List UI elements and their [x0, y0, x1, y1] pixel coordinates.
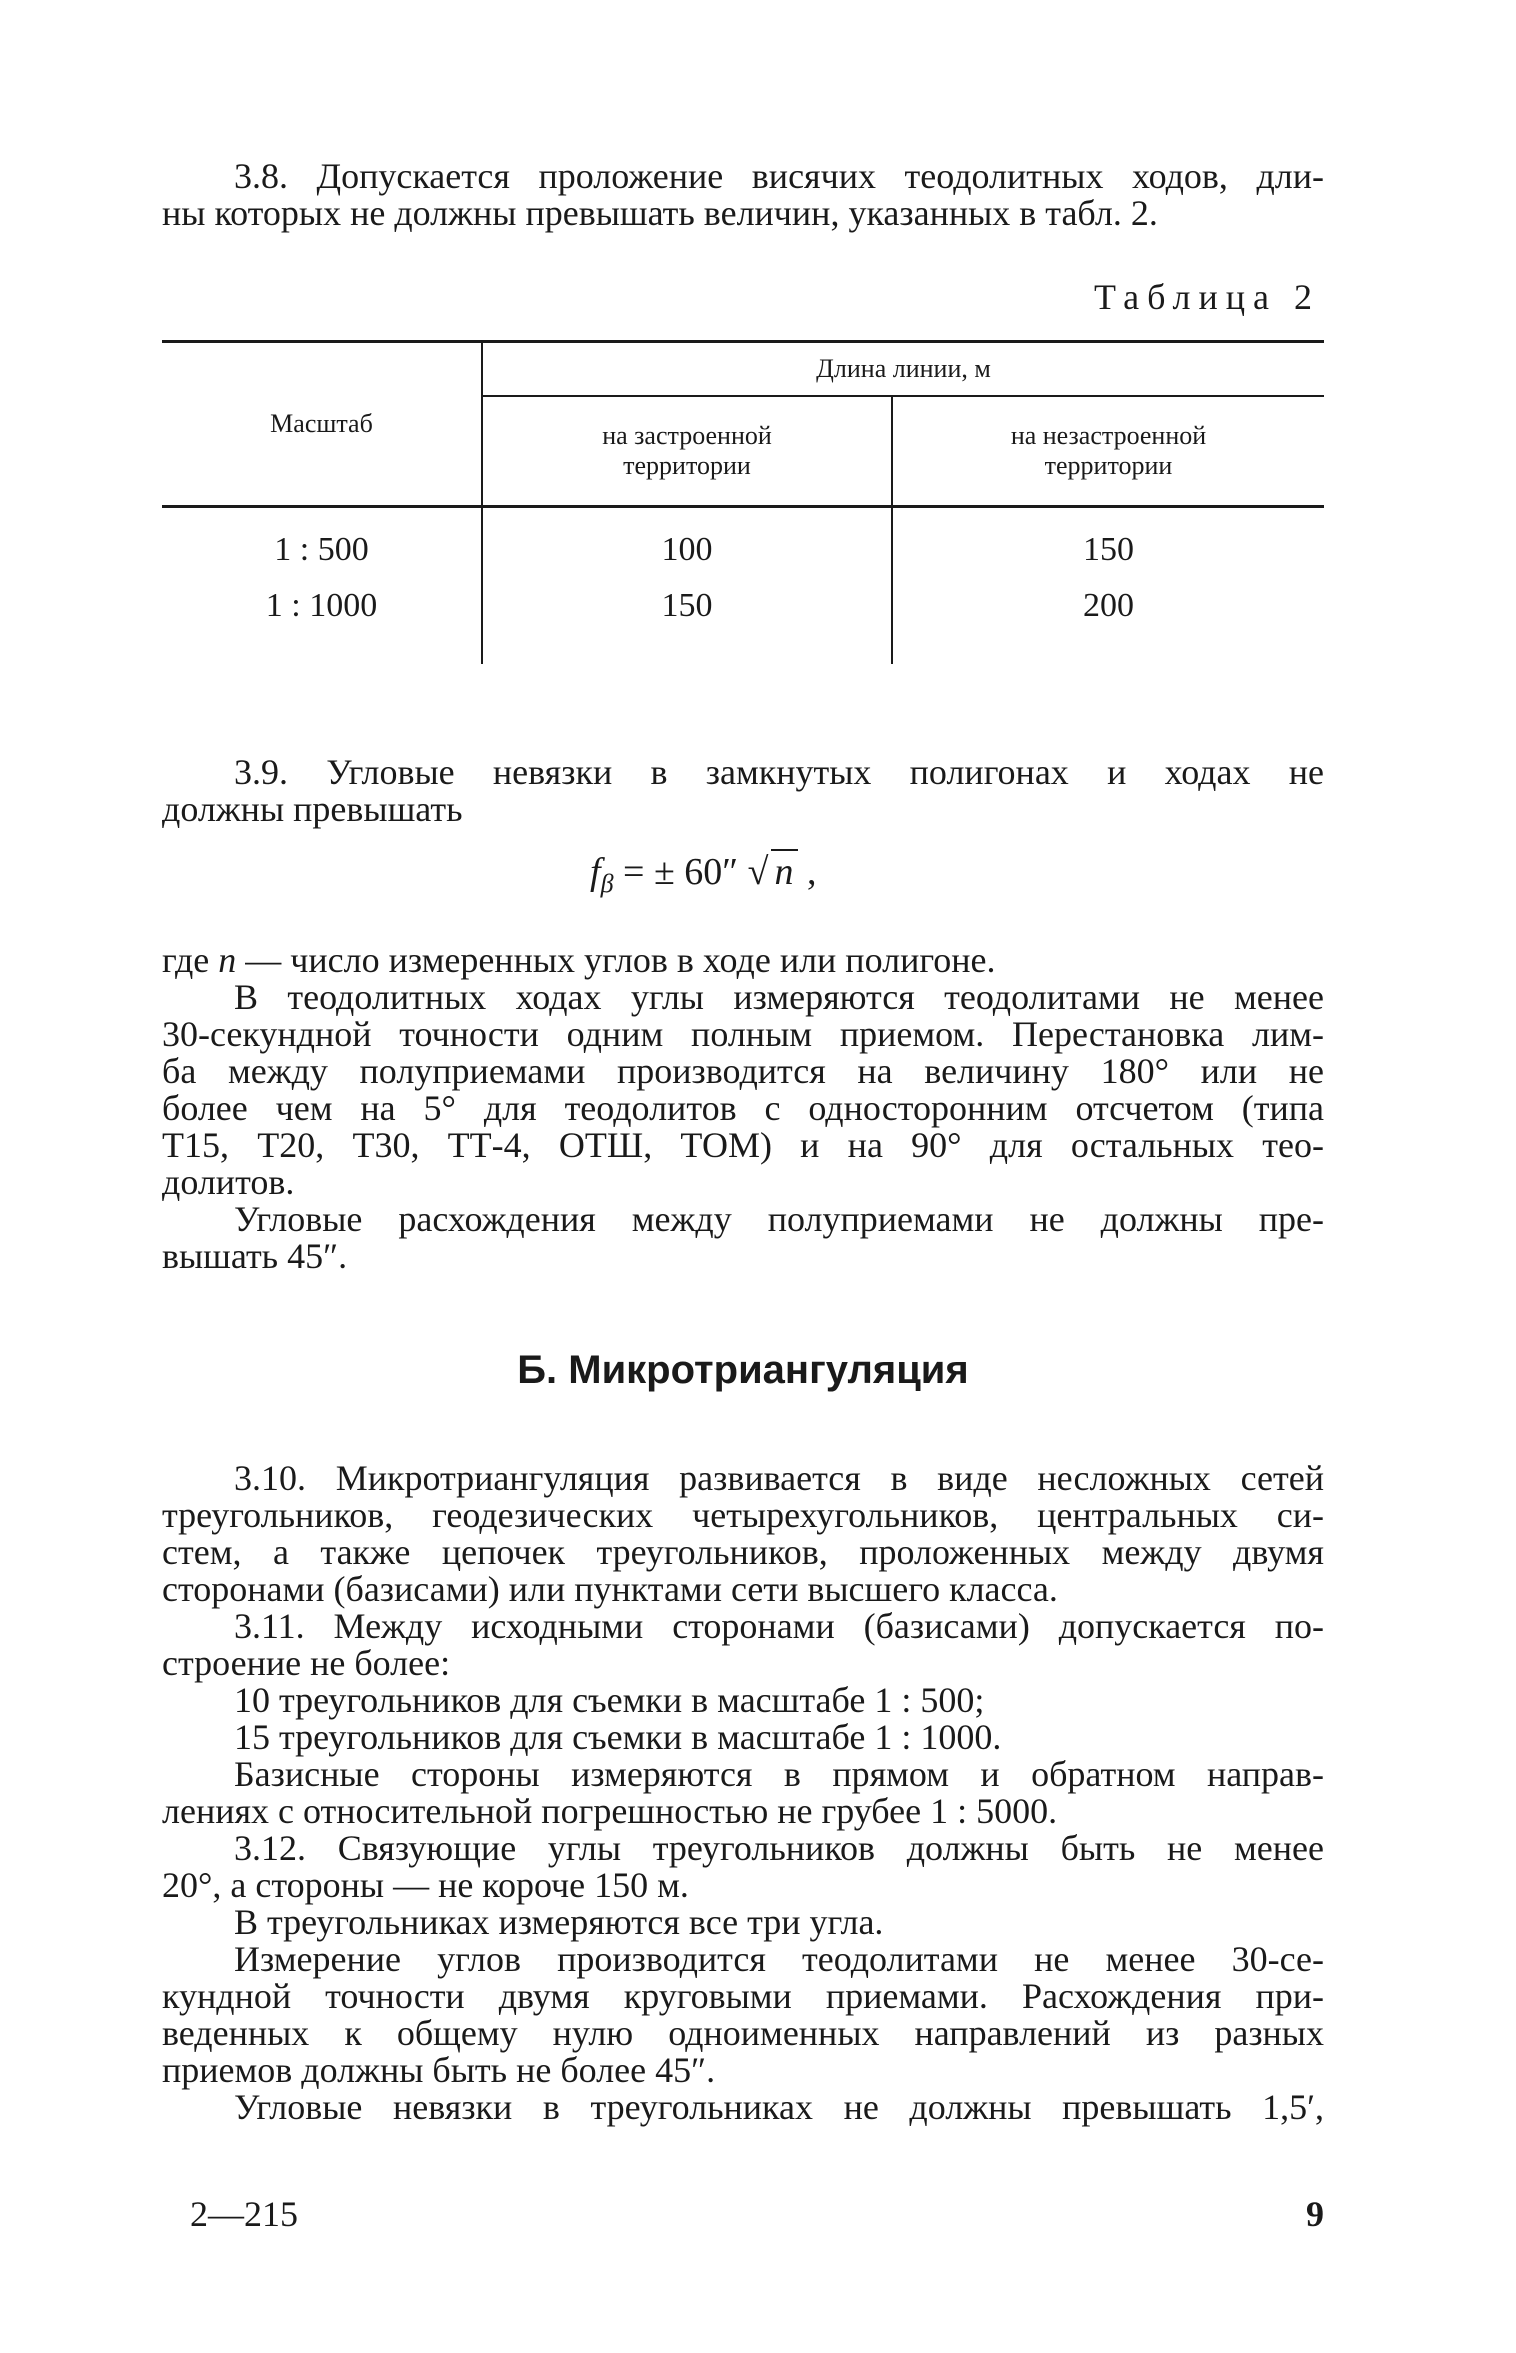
- text-line: веденных к общему нулю одноименных направлений из разных: [162, 2013, 1324, 2053]
- page-number: 9: [1306, 2194, 1324, 2234]
- text-line: где: [162, 940, 219, 980]
- formula-body: = ± 60″: [613, 851, 748, 893]
- cell-built: 150: [482, 578, 892, 664]
- text-line: стем, а также цепочек треугольников, проложенных между двумя: [162, 1532, 1324, 1572]
- header-text: на незастроенной: [1010, 421, 1207, 450]
- text-line: ны которых не должны превышать величин, указанных в табл. 2.: [162, 193, 1158, 233]
- paragraph-theodolite: [162, 979, 1324, 1201]
- text-line: ба между полуприемами производится на величину 180° или не: [162, 1051, 1324, 1091]
- paragraph-last-line: [162, 2089, 1324, 2126]
- table-caption: Таблица 2: [1094, 277, 1320, 317]
- text-line: Измерение углов производится теодолитами не менее 30-се-: [234, 1939, 1324, 1979]
- text-line: приемов должны быть не более 45″.: [162, 2050, 716, 2090]
- text-line: 3.9. Угловые невязки в замкнутых полигонах и ходах не: [234, 752, 1324, 792]
- table-2: [162, 340, 1324, 664]
- paragraph-3-9: [162, 754, 1324, 828]
- text-line: [162, 942, 1324, 979]
- formula-angular-misclosure: [590, 850, 817, 899]
- text-line: Т15, Т20, Т30, ТТ-4, ОТШ, ТОМ) и на 90° для остальных тео-: [162, 1125, 1324, 1165]
- header-scale: Масштаб: [162, 342, 482, 507]
- cell-unbuilt: 200: [892, 578, 1324, 664]
- text-line: строение не более:: [162, 1643, 451, 1683]
- header-unbuilt-territory: [892, 396, 1324, 507]
- text-line: 3.10. Микротриангуляция развивается в виде несложных сетей: [234, 1458, 1324, 1498]
- paragraph-discrepancy: [162, 1201, 1324, 1275]
- text-line: треугольников, геодезических четырехугольников, центральных си-: [162, 1495, 1324, 1535]
- paragraph-3-8: [162, 158, 1324, 232]
- cell-scale: 1 : 500: [274, 531, 369, 568]
- text-line: 20°, а стороны — не короче 150 м.: [162, 1865, 689, 1905]
- text-line: Базисные стороны измеряются в прямом и обратном направ-: [234, 1754, 1324, 1794]
- footer-signature: 2—215: [190, 2194, 298, 2234]
- cell-built: 100: [482, 507, 892, 579]
- header-text: территории: [1044, 451, 1173, 480]
- formula-sub: β: [600, 869, 614, 898]
- cell-unbuilt: 150: [892, 507, 1324, 579]
- text-line: вышать 45″.: [162, 1236, 348, 1276]
- text-line: 3.11. Между исходными сторонами (базисами) допускается по-: [234, 1606, 1324, 1646]
- formula-n: n: [771, 849, 798, 893]
- formula-tail: ,: [797, 851, 817, 893]
- text-line: Угловые расхождения между полуприемами не должны пре-: [234, 1199, 1324, 1239]
- variable-n: n: [218, 940, 237, 980]
- list-item: 15 треугольников для съемки в масштабе 1 : 1000.: [234, 1717, 1002, 1757]
- paragraph-3-11: [162, 1608, 1324, 1756]
- header-built-territory: [482, 396, 892, 507]
- table-row: [162, 578, 1324, 664]
- cell-scale: 1 : 1000: [265, 587, 378, 624]
- header-line-length: Длина линии, м: [482, 342, 1324, 397]
- formula-f: f: [590, 851, 601, 893]
- list-item: 10 треугольников для съемки в масштабе 1 : 500;: [234, 1680, 985, 1720]
- paragraph-3-12: [162, 1830, 1324, 1941]
- text-line: В треугольниках измеряются все три угла.: [234, 1902, 884, 1942]
- text-line: должны превышать: [162, 789, 463, 829]
- text-line: долитов.: [162, 1162, 295, 1202]
- text-line: лениях с относительной погрешностью не грубее 1 : 5000.: [162, 1791, 1058, 1831]
- section-heading: Б. Микротриангуляция: [517, 1348, 969, 1392]
- paragraph-where: [162, 942, 1324, 979]
- paragraph-measurement: [162, 1941, 1324, 2089]
- text-line: сторонами (базисами) или пунктами сети высшего класса.: [162, 1569, 1058, 1609]
- paragraph-3-10: [162, 1460, 1324, 1608]
- text-line: 30-секундной точности одним полным приемом. Перестановка лим-: [162, 1014, 1324, 1054]
- text-line: Угловые невязки в треугольниках не должны превышать 1,5′,: [234, 2087, 1324, 2127]
- text-line: 3.12. Связующие углы треугольников должны быть не менее: [234, 1828, 1324, 1868]
- text-line: В теодолитных ходах углы измеряются теодолитами не менее: [234, 977, 1324, 1017]
- paragraph-basis: [162, 1756, 1324, 1830]
- header-text: на застроенной: [602, 421, 772, 450]
- formula-sqrt: √: [747, 851, 769, 893]
- table-row: [162, 507, 1324, 579]
- text-line: кундной точности двумя круговыми приемами. Расхождения при-: [162, 1976, 1324, 2016]
- text-line: — число измеренных углов в ходе или полигоне.: [236, 940, 996, 980]
- header-text: территории: [623, 451, 751, 480]
- text-line: более чем на 5° для теодолитов с односторонним отсчетом (типа: [162, 1088, 1324, 1128]
- text-line: 3.8. Допускается проложение висячих теодолитных ходов, дли-: [234, 156, 1324, 196]
